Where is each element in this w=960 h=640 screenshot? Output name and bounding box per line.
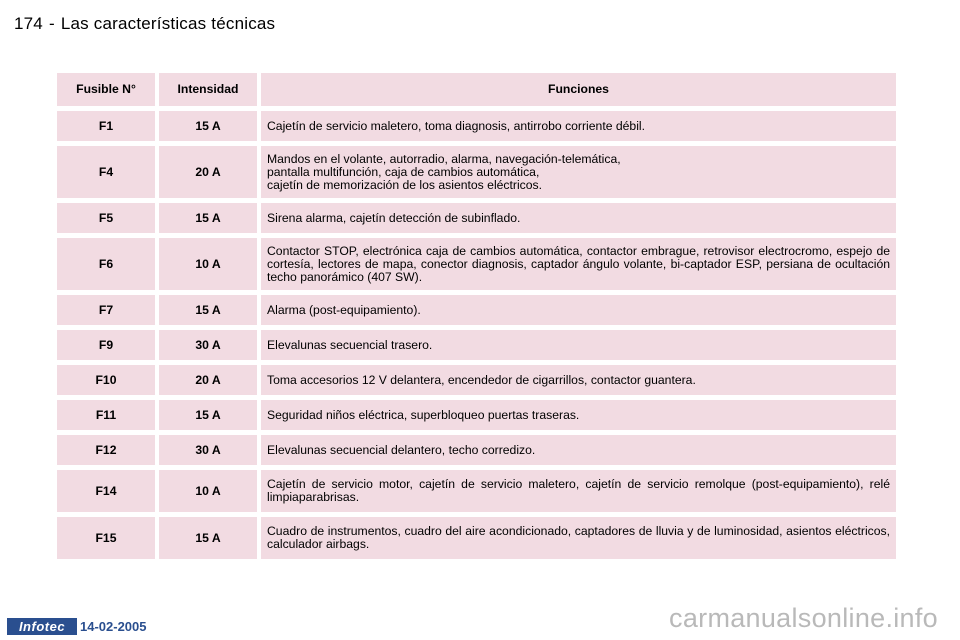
functions-cell: Cajetín de servicio motor, cajetín de servicio maletero, cajetín de servicio remolque (post-equipamiento), relé limpiaparabrisas.	[261, 470, 896, 512]
table-row	[57, 238, 896, 290]
table-row	[57, 111, 896, 141]
amperage-cell: 30 A	[159, 330, 257, 360]
header-separator: -	[48, 14, 55, 33]
table-row	[57, 365, 896, 395]
functions-cell: Toma accesorios 12 V delantera, encendedor de cigarrillos, contactor guantera.	[261, 365, 896, 395]
functions-cell: Sirena alarma, cajetín detección de subinflado.	[261, 203, 896, 233]
amperage-cell: 30 A	[159, 435, 257, 465]
fuse-number-cell: F9	[57, 330, 155, 360]
functions-cell: Contactor STOP, electrónica caja de cambios automática, contactor embrague, retrovisor electrocromo, espejo de cortesía, lectores de mapa, conector diagnosis, captador ángulo volante, bi-captador ESP, persiana de ocultación techo panorámico (407 SW).	[261, 238, 896, 290]
header-amperage: Intensidad	[159, 73, 257, 106]
fuse-number-cell: F11	[57, 400, 155, 430]
amperage-cell: 10 A	[159, 238, 257, 290]
table-row	[57, 146, 896, 198]
fuse-table	[53, 68, 900, 564]
functions-cell: Mandos en el volante, autorradio, alarma, navegación-telemática, pantalla multifunción, caja de cambios automática, cajetín de memorización de los asientos eléctricos.	[261, 146, 896, 198]
header-fuse-number: Fusible N°	[57, 73, 155, 106]
amperage-cell: 15 A	[159, 295, 257, 325]
amperage-cell: 15 A	[159, 400, 257, 430]
amperage-cell: 15 A	[159, 517, 257, 559]
functions-cell: Cuadro de instrumentos, cuadro del aire acondicionado, captadores de lluvia y de luminosidad, asientos eléctricos, calculador airbags.	[261, 517, 896, 559]
page-header	[14, 14, 275, 34]
fuse-number-cell: F6	[57, 238, 155, 290]
table-row	[57, 400, 896, 430]
amperage-cell: 15 A	[159, 203, 257, 233]
table-row	[57, 330, 896, 360]
watermark: carmanualsonline.info	[669, 603, 938, 633]
table-row	[57, 295, 896, 325]
table-header-row	[57, 73, 896, 106]
functions-cell: Seguridad niños eléctrica, superbloqueo puertas traseras.	[261, 400, 896, 430]
functions-cell: Elevalunas secuencial trasero.	[261, 330, 896, 360]
fuse-number-cell: F7	[57, 295, 155, 325]
infotec-logo: Infotec	[7, 618, 77, 635]
fuse-number-cell: F4	[57, 146, 155, 198]
fuse-number-cell: F5	[57, 203, 155, 233]
functions-cell: Cajetín de servicio maletero, toma diagnosis, antirrobo corriente débil.	[261, 111, 896, 141]
amperage-cell: 20 A	[159, 146, 257, 198]
footer-date: 14-02-2005	[80, 619, 147, 634]
fuse-number-cell: F12	[57, 435, 155, 465]
page-title: Las características técnicas	[60, 14, 276, 33]
fuse-number-cell: F15	[57, 517, 155, 559]
fuse-number-cell: F1	[57, 111, 155, 141]
table-row	[57, 470, 896, 512]
table-row	[57, 203, 896, 233]
table-row	[57, 517, 896, 559]
fuse-number-cell: F14	[57, 470, 155, 512]
amperage-cell: 20 A	[159, 365, 257, 395]
header-functions: Funciones	[261, 73, 896, 106]
fuse-number-cell: F10	[57, 365, 155, 395]
page-number: 174	[14, 14, 43, 33]
amperage-cell: 10 A	[159, 470, 257, 512]
amperage-cell: 15 A	[159, 111, 257, 141]
functions-cell: Elevalunas secuencial delantero, techo corredizo.	[261, 435, 896, 465]
table-row	[57, 435, 896, 465]
functions-cell: Alarma (post-equipamiento).	[261, 295, 896, 325]
